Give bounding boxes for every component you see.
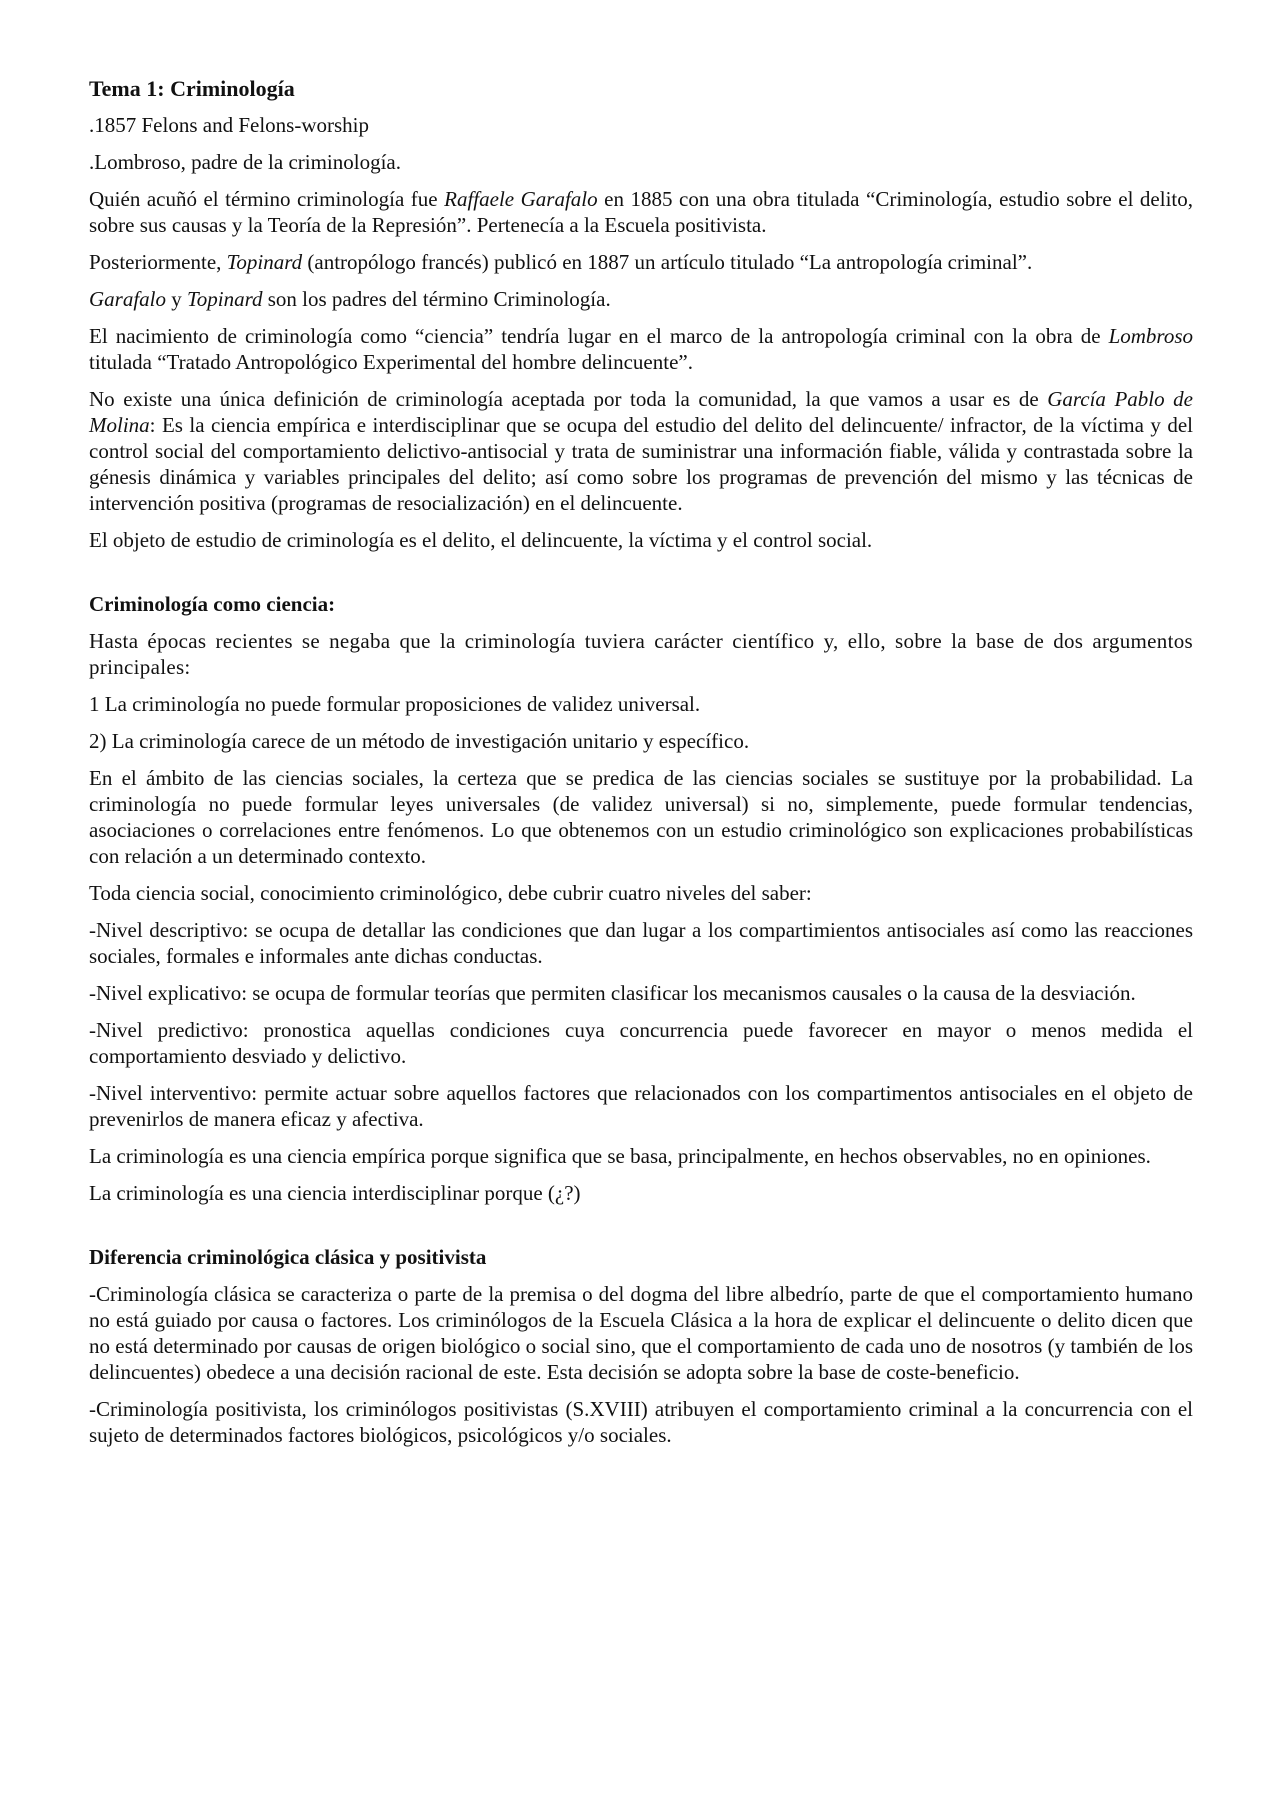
list-item-nivel-interventivo: -Nivel interventivo: permite actuar sobre aquellos factores que relacionados con los compartimentos antisociales en el objeto de prevenirlos de manera eficaz y afectiva.	[89, 1081, 1193, 1131]
paragraph-ambito: En el ámbito de las ciencias sociales, la certeza que se predica de las ciencias sociales se sustituye por la probabilidad. La criminología no puede formular leyes universales (de validez universal) si no, simplemente, puede formular tendencias, asociaciones o correlaciones entre fenómenos. Lo que obtenemos con un estudio criminológico son explicaciones probabilísticas con relación a un determinado contexto.	[89, 766, 1193, 868]
paragraph-garafalo	[89, 186, 1193, 238]
document-title: Tema 1: Criminología	[89, 76, 295, 101]
list-item-nivel-predictivo: -Nivel predictivo: pronostica aquellas condiciones cuya concurrencia puede favorecer en mayor o menos medida el comportamiento desviado y delictivo.	[89, 1018, 1193, 1068]
paragraph-definicion	[89, 386, 1193, 516]
list-item-argument-2: 2) La criminología carece de un método de investigación unitario y específico.	[89, 729, 750, 753]
paragraph-empirica: La criminología es una ciencia empírica porque significa que se basa, principalmente, en hechos observables, no en opiniones.	[89, 1144, 1151, 1168]
section-heading-ciencia: Criminología como ciencia:	[89, 592, 336, 616]
text-segment: : Es la ciencia empírica e interdisciplinar que se ocupa del estudio del delito del delincuente/ infractor, de la víctima y del control social del comportamiento delictivo-antisocial y trata de suministrar una información fiable, válida y contrastada sobre la génesis dinámica y variables principales del delito; así como sobre los programas de prevención del mismo y las técnicas de intervención positiva (programas de resocialización) en el delincuente.	[89, 413, 1193, 515]
italic-name: Lombroso	[1108, 324, 1193, 348]
text-segment: No existe una única definición de criminología aceptada por toda la comunidad, la que vamos a usar es de	[89, 387, 1048, 411]
paragraph-topinard	[89, 249, 1193, 275]
italic-name: Garafalo	[89, 287, 167, 311]
paragraph-nacimiento	[89, 323, 1193, 375]
section-heading-diferencia: Diferencia criminológica clásica y positivista	[89, 1245, 487, 1269]
text-segment: y	[166, 287, 188, 311]
italic-name: Raffaele Garafalo	[444, 187, 598, 211]
text-segment: El nacimiento de criminología como “ciencia” tendría lugar en el marco de la antropología criminal con la obra de	[89, 324, 1109, 348]
italic-name: Topinard	[187, 287, 263, 311]
list-item-nivel-descriptivo: -Nivel descriptivo: se ocupa de detallar las condiciones que dan lugar a los compartimientos antisociales así como las reacciones sociales, formales e informales ante dichas conductas.	[89, 918, 1193, 968]
intro-line-2: .Lombroso, padre de la criminología.	[89, 150, 401, 174]
text-segment: titulada “Tratado Antropológico Experimental del hombre delincuente”.	[89, 350, 693, 374]
text-segment: (antropólogo francés) publicó en 1887 un artículo titulado “La antropología criminal”.	[302, 250, 1033, 274]
paragraph-ciencia: Hasta épocas recientes se negaba que la criminología tuviera carácter científico y, ello, sobre la base de dos argumentos principales:	[89, 629, 1193, 679]
list-item-argument-1: 1 La criminología no puede formular proposiciones de validez universal.	[89, 692, 701, 716]
document-page	[89, 76, 1193, 1459]
text-segment: son los padres del término Criminología.	[262, 287, 611, 311]
italic-name: Topinard	[226, 250, 303, 274]
paragraph-positivista: -Criminología positivista, los criminólogos positivistas (S.XVIII) atribuyen el comportamiento criminal a la concurrencia con el sujeto de determinados factores biológicos, psicológicos y/o sociales.	[89, 1397, 1193, 1447]
italic-name: García Pablo de Molina	[89, 387, 1193, 437]
list-item-nivel-explicativo: -Nivel explicativo: se ocupa de formular teorías que permiten clasificar los mecanismos causales o la causa de la desviación.	[89, 981, 1136, 1005]
paragraph-objeto: El objeto de estudio de criminología es el delito, el delincuente, la víctima y el control social.	[89, 528, 873, 552]
text-segment: en 1885 con una obra titulada “Criminología, estudio sobre el delito, sobre sus causas y la Teoría de la Represión”. Pertenecía a la Escuela positivista.	[89, 187, 1193, 237]
intro-line-1: .1857 Felons and Felons-worship	[89, 113, 369, 137]
paragraph-padres	[89, 286, 1193, 312]
paragraph-interdisciplinar: La criminología es una ciencia interdisciplinar porque (¿?)	[89, 1181, 581, 1205]
text-segment: Quién acuñó el término criminología fue	[89, 187, 445, 211]
paragraph-niveles-intro: Toda ciencia social, conocimiento criminológico, debe cubrir cuatro niveles del saber:	[89, 881, 812, 905]
paragraph-clasica: -Criminología clásica se caracteriza o parte de la premisa o del dogma del libre albedrío, parte de que el comportamiento humano no está guiado por causa o factores. Los criminólogos de la Escuela Clásica a la hora de explicar el delincuente o delito dicen que no está determinado por causas de origen biológico o social sino, que el comportamiento de cada uno de nosotros (y también de los delincuentes) obedece a una decisión racional de este. Esta decisión se adopta sobre la base de coste-beneficio.	[89, 1282, 1193, 1384]
text-segment: Posteriormente,	[89, 250, 227, 274]
